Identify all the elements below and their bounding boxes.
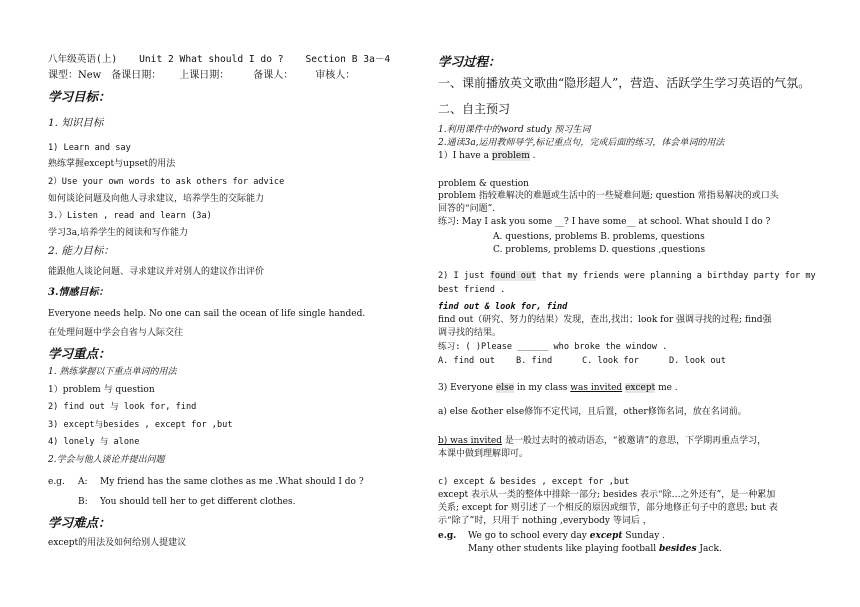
q3-underline: was invited [570, 383, 623, 393]
goals-heading: 学习目标： [48, 89, 111, 104]
lesson-info [48, 70, 355, 82]
class-date: 上课日期： [179, 70, 230, 81]
example-a-text: My friend has the same clothes as me .What should I do ? [100, 477, 364, 487]
findout-heading: find out & look for, find [438, 302, 568, 312]
key-point-1d: 4) lonely 与 alone [48, 437, 140, 447]
ex2-blank: ______ [517, 342, 549, 352]
invited-explain [438, 435, 766, 447]
process-step-2: 二、自主预习 [438, 102, 511, 116]
question-1 [438, 150, 536, 162]
question-2 [438, 270, 816, 282]
eg1-prefix: We go to school every day [468, 531, 590, 541]
exercise-2 [438, 341, 667, 353]
eg1-suffix: Sunday . [622, 531, 666, 541]
key-point-1: 1. 熟练掌握以下重点单词的用法 [48, 367, 177, 377]
example-a [48, 476, 364, 488]
process-heading: 学习过程： [438, 54, 501, 69]
except-eg-label: e.g. [438, 531, 457, 541]
header-section: Section B 3a－4 [305, 54, 391, 65]
q3-prefix: 3) Everyone [438, 383, 496, 393]
question-3 [438, 382, 678, 394]
ex2-prefix: 练习: ( )Please [438, 342, 518, 352]
ex2-option-d: D. look out [669, 356, 726, 366]
knowledge-heading: 1. 知识目标 [48, 117, 104, 129]
emotion-heading: 3.情感目标： [48, 287, 109, 298]
key-point-2: 2.学会与他人谈论并提出问题 [48, 455, 165, 465]
speaker-b: B: [78, 497, 88, 507]
example-b-text: You should tell her to get different clothes. [100, 497, 296, 507]
except-explain-3: 示“除了”时，只用于 nothing ,everybody 等词后 ， [438, 516, 652, 526]
speaker-a: A: [78, 477, 88, 487]
q1-suffix: . [529, 151, 536, 161]
example-b [48, 496, 296, 508]
exercise-1-options-ab: A. questions, problems B. problems, questions [493, 232, 705, 242]
q3-middle: in my class [514, 383, 571, 393]
q1-highlight: problem [491, 151, 530, 161]
knowledge-item-2-desc: 如何谈论问题及向他人寻求建议，培养学生的交际能力 [48, 194, 265, 204]
except-explain-2: 关系; except for 则引述了一个相反的原因或细节，部分地修正句子中的意思; but 表 [438, 503, 778, 513]
exercise-1: 练习: May I ask you some __? I have some__ at school. What should I do ? [438, 217, 771, 227]
ability-text: 能跟他人谈论问题、寻求建议并对别人的建议作出评价 [48, 267, 265, 277]
key-point-1c: 3) except与besides , except for ,but [48, 420, 233, 430]
pq-explain-1: problem 指较难解决的难题或生活中的一些疑难问题; question 常指易解决的或口头 [438, 191, 779, 201]
ability-heading: 2. 能力目标： [48, 245, 114, 257]
knowledge-item-3-desc: 学习3a,培养学生的阅读和写作能力 [48, 228, 188, 238]
preview-step-1: 1.利用课件中的word study 预习生词 [438, 125, 591, 135]
q3-highlight-except: except [625, 383, 656, 393]
invited-text: 是一般过去时的被动语态，“被邀请”的意思，下学期再重点学习， [502, 436, 767, 446]
eg2-keyword: besides [658, 544, 697, 554]
exercise-1-options-cd: C. problems, problems D. questions ,questions [493, 245, 706, 255]
ex2-suffix: who broke the window . [548, 342, 668, 352]
question-2-line2: best friend . [438, 285, 506, 295]
invited-term: b) was invited [438, 436, 503, 446]
exercise-2-options [438, 355, 726, 367]
difficulty-heading: 学习难点： [48, 515, 111, 530]
header-unit: Unit 2 What should I do ? [139, 54, 284, 65]
prep-date: 备课日期： [111, 70, 162, 81]
ex2-option-b: B. find [516, 356, 553, 366]
header-grade: 八年级英语(上) [48, 54, 118, 65]
key-point-1a: 1）problem 与 question [48, 385, 155, 395]
eg1-keyword: except [589, 531, 623, 541]
doc-header [48, 54, 390, 66]
eg2-suffix: Jack. [696, 544, 722, 554]
process-step-1: 一、课前播放英文歌曲“隐形超人”，营造、活跃学生学习英语的气氛。 [438, 76, 811, 90]
emotion-chinese: 在处理问题中学会自省与人际交往 [48, 328, 184, 338]
q2-prefix: 2) I just [438, 271, 490, 281]
knowledge-item-1: 1) Learn and say [48, 143, 131, 153]
q2-highlight: found out [489, 271, 537, 281]
preview-step-2: 2.通读3a,运用教师导学,标记重点句，完成后面的练习，体会单词的用法 [438, 138, 725, 148]
pq-explain-2: 回答的“问题”. [438, 204, 496, 214]
eg-label: e.g. [48, 477, 65, 487]
q3-suffix: me . [655, 383, 678, 393]
else-explain: a) else &other else修饰不定代词，且后置，other修饰名词，放在名词前。 [438, 407, 747, 417]
q1-prefix: 1）I have a [438, 151, 492, 161]
knowledge-item-2: 2）Use your own words to ask others for advice [48, 177, 285, 187]
invited-explain-2: 本课中做到理解即可。 [438, 449, 529, 459]
except-example-1 [438, 530, 665, 542]
q3-highlight-else: else [495, 383, 515, 393]
q2-suffix: that my friends were planning a birthday party for my [536, 271, 816, 281]
knowledge-item-1-desc: 熟练掌握except与upset的用法 [48, 159, 176, 169]
pq-heading: problem & question [438, 179, 529, 189]
ex2-option-a: A. find out [438, 356, 495, 366]
knowledge-item-3: 3.）Listen , read and learn (3a) [48, 211, 212, 221]
reviewer: 审核人： [315, 70, 356, 81]
except-heading: c) except & besides , except for ,but [438, 477, 630, 487]
preparer: 备课人： [253, 70, 294, 81]
ex2-option-c: C. look for [582, 356, 639, 366]
key-point-1b: 2) find out 与 look for, find [48, 402, 197, 412]
eg2-prefix: Many other students like playing football [468, 544, 659, 554]
findout-explain-1: find out（研究、努力的结果）发现，查出,找出；look for 强调寻找的过程; find强 [438, 315, 772, 325]
findout-explain-2: 调寻找的结果。 [438, 328, 502, 338]
lesson-type: 课型：New [48, 70, 102, 81]
except-explain-1: except 表示从一类的整体中排除一部分; besides 表示“除…之外还有”，是一种累加 [438, 490, 776, 500]
except-example-2 [468, 543, 722, 555]
difficulty-text: except的用法及如何给别人提建议 [48, 538, 187, 548]
key-points-heading: 学习重点： [48, 346, 111, 361]
emotion-english: Everyone needs help. No one can sail the ocean of life single handed. [48, 309, 366, 319]
